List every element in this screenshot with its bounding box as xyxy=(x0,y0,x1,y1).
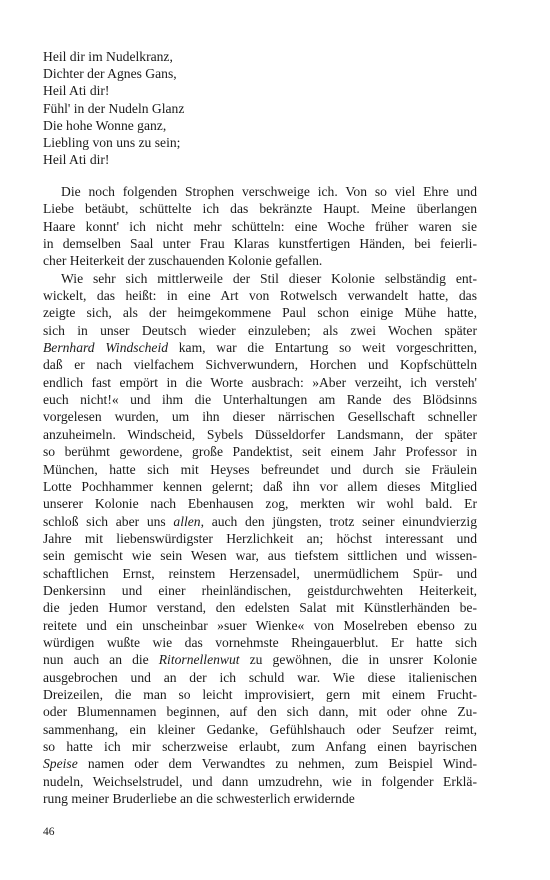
text-line: nun auch an die Ritornellenwut zu gewöhnen, die in unsrer Kolonie xyxy=(43,652,477,668)
text-line: sein gemischt wie sein Wesen war, aus tiefstem sittlichen und wissen- xyxy=(43,548,477,564)
text-line: schloß sich aber uns allen, auch den jüngsten, trotz seiner einundvierzig xyxy=(43,513,477,529)
poem-line: Fühl' in der Nudeln Glanz xyxy=(43,100,185,116)
poem-line: Liebling von uns zu sein; xyxy=(43,135,181,151)
text-line: unserer Kolonie nach Ebenhausen zog, merkten wir wohl bald. Er xyxy=(43,496,477,512)
text-line: Lotte Pochhammer kennen gelernt; daß ihn vor allem dieses Mitglied xyxy=(43,478,477,494)
text-line: Haare konnt' ich nicht mehr schütteln: eine Woche früher waren sie xyxy=(43,218,477,234)
text-line: vorgelesen wurden, um ihn dieser närrischen Gesellschaft schneller xyxy=(43,409,477,425)
text-line: reitete und ein unscheinbar »suer Wienke« von Moselreben ebenso zu xyxy=(43,617,477,633)
poem-line: Heil Ati dir! xyxy=(43,83,110,99)
text-line: in demselben Saal unter Frau Klaras kunstfertigen Händen, bei feierli- xyxy=(43,236,477,252)
text-line: Jahre mit liebenswürdigster Herzlichkeit an; höchst interessant und xyxy=(43,530,477,546)
text-line: sammenhang, ein kleiner Gedanke, Gefühlshauch oder Seufzer reimt, xyxy=(43,721,477,737)
body-text xyxy=(43,183,477,807)
text-line: ausgebrochen und an der ich schuld war. Wie diese italienischen xyxy=(43,669,477,685)
text-line: endlich fast empört in die Worte ausbrach: »Aber verzeiht, ich versteh' xyxy=(43,374,477,390)
page-number: 46 xyxy=(43,826,55,838)
poem-line: Dichter der Agnes Gans, xyxy=(43,66,177,82)
text-line: nudeln, Weichselstrudel, und dann umzudrehn, wie in folgender Erklä- xyxy=(43,773,477,789)
text-line: zeigte sich, als der heimgekommene Paul schon einige Mühe hatte, xyxy=(43,305,477,321)
text-line: sich in unser Deutsch wieder einzuleben; als zwei Wochen später xyxy=(43,322,477,338)
text-line: Dreizeilen, die man so leicht improvisiert, gern mit einem Frucht- xyxy=(43,686,477,702)
text-line: so hatte ich mir scherzweise erlaubt, zum Anfang einen bayrischen xyxy=(43,739,477,754)
text-line: Speise namen oder dem Verwandtes zu nehmen, zum Beispiel Wind- xyxy=(43,756,477,772)
poem-line: Heil Ati dir! xyxy=(43,152,110,168)
text-line: Denkersinn und einer rheinländischen, geistdurchwehten Heiterkeit, xyxy=(43,582,477,598)
text-line: cher Heiterkeit der zuschauenden Kolonie gefallen. xyxy=(43,253,323,269)
text-line: schaftlichen Ernst, reinstem Herzensadel, unermüdlichem Spür- und xyxy=(43,565,477,581)
text-line: oder Blumennamen beginnen, auf den sich dann, mit oder ohne Zu- xyxy=(43,704,477,720)
text-line: Bernhard Windscheid kam, war die Entartung so weit vorgeschritten, xyxy=(43,340,477,356)
text-line: Die noch folgenden Strophen verschweige ich. Von so viel Ehre und xyxy=(61,184,477,199)
poem-line: Heil dir im Nudelkranz, xyxy=(43,49,173,64)
text-line: München, hatte sich mit Heyses befreundet und durch sie Fräulein xyxy=(43,461,477,477)
text-line: Wie sehr sich mittlerweile der Stil dieser Kolonie selbständig ent- xyxy=(61,270,477,286)
text-line: daß er nach vielfachem Sichverwundern, Horchen und Kopfschütteln xyxy=(43,357,477,373)
poem-line: Die hohe Wonne ganz, xyxy=(43,117,167,133)
text-line: anzuheimeln. Windscheid, Sybels Düsseldorfer Landsmann, der später xyxy=(43,426,477,442)
text-line: würdigen wußte wie das vornehmste Rheingauerblut. Er hatte sich xyxy=(43,634,477,650)
text-line: euch nicht!« und ihm die Unterhaltungen am Rande des Blödsinns xyxy=(43,392,477,408)
text-line: so berühmt gewordene, große Pandektist, seit einem Jahr Professor in xyxy=(43,444,477,460)
text-line: die jeden Humor verstand, den edelsten Salat mit Künstlerhänden be- xyxy=(43,600,477,616)
text-line: Liebe betäubt, schüttelte ich das bekränzte Haupt. Meine überlangen xyxy=(43,201,477,217)
poem-stanza xyxy=(43,48,343,168)
text-line: rung meiner Bruderliebe an die schwesterlich erwidernde xyxy=(43,791,355,807)
text-line: wickelt, das heißt: in eine Art von Rotwelsch verwandelt hatte, das xyxy=(43,288,477,304)
